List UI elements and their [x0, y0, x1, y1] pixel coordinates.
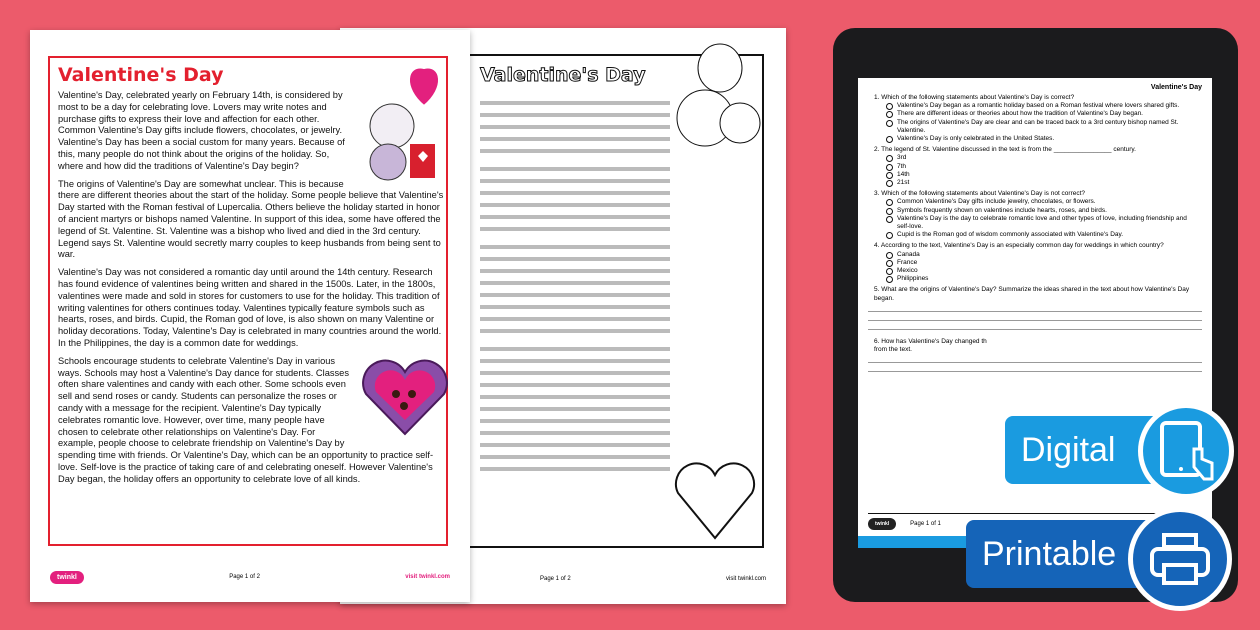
footer-url: visit twinkl.com [725, 576, 766, 582]
question-text: 4. According to the text, Valentine's Day is an especially common day for weddings in which country? [874, 242, 1164, 250]
option-label: Canada [897, 250, 920, 258]
radio-button[interactable] [886, 103, 893, 110]
radio-button[interactable] [886, 164, 893, 171]
question [858, 190, 1212, 239]
radio-button[interactable] [886, 199, 893, 206]
answer-option[interactable] [874, 119, 1200, 135]
option-label: 3rd [897, 154, 907, 162]
answer-option[interactable] [874, 135, 1200, 143]
radio-button[interactable] [886, 111, 893, 118]
worksheet-page-color [30, 30, 470, 602]
answer-option[interactable] [874, 163, 1200, 171]
worksheet-title: Valentine's Day [58, 64, 224, 86]
answer-option[interactable] [874, 171, 1200, 179]
question-text: 1. Which of the following statements about Valentine's Day is correct? [874, 94, 1075, 101]
question [858, 242, 1212, 283]
question-6: 6. How has Valentine's Day changed th [874, 337, 987, 345]
option-label: Valentine's Day is only celebrated in the United States. [897, 135, 1055, 143]
twinkl-logo: twinkl [50, 571, 84, 584]
answer-option[interactable] [874, 207, 1200, 215]
answer-option[interactable] [874, 179, 1200, 187]
option-label: 7th [897, 162, 907, 170]
option-label: France [897, 258, 918, 266]
radio-button[interactable] [886, 232, 893, 239]
answer-option[interactable] [874, 275, 1200, 283]
quiz-page-number: Page 1 of 1 [910, 521, 941, 527]
paragraph: Valentine's Day was not considered a romantic day until around the 14th century. Research has found evidence of valentines being written and shared in the 1500s. Later, in the 1800s, valentines were made and sold in stores for customers to use for the holiday. This tradition of writing valentines for others continues today. Valentines typically feature symbols such as hearts, roses, and birds. Cupid, the Roman god of love, is also shown on many Valentine or holiday decorations. Today, Valentine's Day is celebrated in many countries around the world. In the Philippines, the day is a common date for weddings. [58, 267, 442, 348]
answer-option[interactable] [874, 110, 1200, 118]
page-number: Page 1 of 2 [540, 576, 571, 582]
question-text: 2. The legend of St. Valentine discussed in the text is from the ________________ century. [874, 146, 1136, 154]
option-label: Common Valentine's Day gifts include jewelry, chocolates, or flowers. [897, 198, 1096, 206]
answer-option[interactable] [874, 259, 1200, 267]
worksheet-title-bw: Valentine's Day [480, 64, 646, 86]
radio-button[interactable] [886, 136, 893, 143]
answer-option[interactable] [874, 198, 1200, 206]
radio-button[interactable] [886, 180, 893, 187]
paragraph: The origins of Valentine's Day are somewhat unclear. This is because there are different theories about the start of the holiday. Some people believe that Valentine's Day started with the Roman festival of Lupercalia. Others believe the holiday started in honor of ancient martyrs or bishops named Valentine. In support of this idea, some have offered the legend of St. Valentine. St. Valentine was a bishop who lived and died in the 3rd century. Legend says St. Valentine would secretly marry couples to keep husbands from being sent to war. [58, 178, 444, 260]
chocolate-box-outline-icon [670, 453, 760, 543]
radio-button[interactable] [886, 120, 893, 127]
answer-option[interactable] [874, 102, 1200, 110]
option-label: Valentine's Day is the day to celebrate romantic love and other types of love, including friendship and self-love. [897, 214, 1187, 231]
question-text: 3. Which of the following statements about Valentine's Day is not correct? [874, 190, 1086, 198]
question [858, 94, 1212, 143]
option-label: 21st [897, 179, 910, 187]
question-6-cont: from the text. [874, 346, 912, 354]
printable-label: Printable [982, 534, 1117, 573]
radio-button[interactable] [886, 172, 893, 179]
answer-option[interactable] [874, 154, 1200, 162]
option-label: 14th [897, 170, 910, 178]
question-5: 5. What are the origins of Valentine's Day? Summarize the ideas shared in the text about how Valentine's Day began. [874, 286, 1190, 302]
question [858, 146, 1212, 187]
page-number: Page 1 of 2 [229, 574, 260, 580]
radio-button[interactable] [886, 216, 893, 223]
answer-option[interactable] [874, 215, 1200, 231]
option-label: Valentine's Day began as a romantic holiday based on a Roman festival where lovers shared gifts. [897, 102, 1180, 110]
teddy-bear-outline-icon [670, 38, 770, 158]
footer-url: visit twinkl.com [405, 574, 450, 580]
twinkl-logo: twinkl [868, 518, 896, 530]
text-lines-placeholder [480, 94, 670, 479]
option-label: Philippines [897, 275, 929, 283]
radio-button[interactable] [886, 276, 893, 283]
option-label: Symbols frequently shown on valentines include hearts, roses, and birds. [897, 206, 1107, 214]
answer-option[interactable] [874, 267, 1200, 275]
quiz-title: Valentine's Day [1150, 84, 1202, 91]
option-label: Cupid is the Roman god of wisdom commonly associated with Valentine's Day. [897, 231, 1124, 239]
option-label: Mexico [897, 267, 918, 275]
radio-button[interactable] [886, 260, 893, 267]
chocolate-box-icon [360, 356, 450, 436]
teddy-bear-icon [354, 64, 450, 182]
paragraph: Valentine's Day, celebrated yearly on February 14th, is considered by most to be a day for celebrating love. Lovers may write notes and purchase gifts to express their love and affection for each other. Common Valentine's Day gifts include flowers, chocolates, or jewelry. Valentine's Day has been a social custom for many years. Because of this, many people do not think about the origins of the holiday. So, where and how did the traditions of Valentine's Day begin? [58, 90, 345, 171]
radio-button[interactable] [886, 155, 893, 162]
option-label: There are different ideas or theories about how the tradition of Valentine's Day began. [897, 110, 1143, 118]
radio-button[interactable] [886, 268, 893, 275]
option-label: The origins of Valentine's Day are clear and can be traced back to a 3rd century bishop named St. Valentine. [897, 118, 1179, 134]
tablet-touch-icon [1138, 403, 1234, 499]
digital-label: Digital [1021, 430, 1116, 469]
paragraph: Schools encourage students to celebrate Valentine's Day in various ways. Schools may host a Valentine's Day dance for students. Classes often share valentines and candy with each other. Some schools even sell and send roses or candy. Students can personalize the roses or candy with a message for the recipient. Valentine's Day typically celebrates romantic love. However, over time, many people have chosen to celebrate other relationships on Valentine's Day. For example, people choose to celebrate friendship on Valentine's Day by spending time with friends. Or Valentine's Day, which can be an opportunity to practice self-love. Self-love is the practice of taking care of and celebrating oneself. However Valentine's Day began, the holiday offers an opportunity to celebrate love of all kinds. [58, 355, 434, 484]
printer-icon [1128, 507, 1232, 611]
radio-button[interactable] [886, 208, 893, 215]
radio-button[interactable] [886, 252, 893, 259]
answer-option[interactable] [874, 231, 1200, 239]
answer-option[interactable] [874, 251, 1200, 259]
